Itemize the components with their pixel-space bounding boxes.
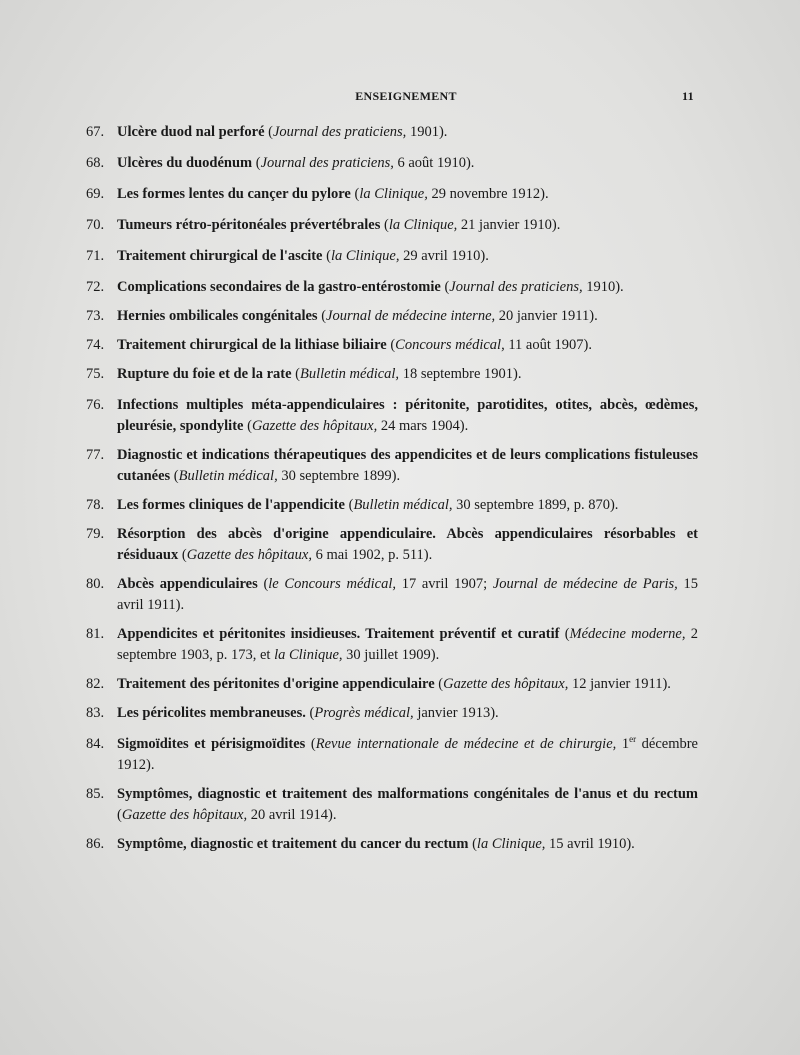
citation-detail: (	[178, 547, 187, 563]
entry-text	[86, 574, 698, 616]
entry-title: Symptôme, diagnostic et traitement du cancer du rectum	[117, 836, 469, 852]
citation-detail: 21 janvier 1910).	[457, 217, 561, 233]
journal-name: la Clinique,	[388, 217, 458, 233]
entry-number: 75.	[86, 366, 105, 382]
entry-title: Abcès appendiculaires	[117, 576, 258, 592]
entry-number: 85.	[86, 786, 105, 802]
journal-name: Revue internationale de médecine et de chirurgie,	[315, 736, 617, 752]
entry-text	[86, 215, 698, 236]
entry-number: 76.	[86, 397, 105, 413]
citation-detail: 15 avril 1911).	[117, 576, 698, 613]
citation-detail: (	[344, 497, 354, 513]
journal-name: Journal des praticiens,	[449, 279, 583, 295]
entry-title: Traitement chirurgical de la lithiase biliaire	[117, 337, 387, 353]
entry-text	[86, 524, 698, 566]
citation-detail: 20 janvier 1911).	[495, 308, 598, 324]
journal-name: Concours médical,	[395, 337, 505, 353]
entry-number: 82.	[86, 676, 105, 692]
entry-text	[86, 784, 698, 826]
journal-name: Bulletin médical,	[353, 497, 453, 513]
bibliography-entry	[86, 624, 698, 666]
entry-number: 81.	[86, 626, 105, 642]
journal-name: la Clinique,	[476, 836, 546, 852]
entry-text	[86, 734, 698, 776]
citation-detail: 29 novembre 1912).	[427, 186, 549, 202]
entry-title: Complications secondaires de la gastro-entérostomie	[117, 279, 441, 295]
citation-detail: 18 septembre 1901).	[399, 366, 522, 382]
citation-detail: (	[440, 279, 450, 295]
citation-detail: 6 mai 1902, p. 511).	[311, 547, 433, 563]
entry-title: Ulcères du duodénum	[117, 155, 253, 171]
citation-detail: 30 septembre 1899).	[277, 468, 401, 484]
citation-detail: (	[380, 217, 389, 233]
bibliography-entry	[86, 574, 698, 616]
entry-number: 78.	[86, 497, 105, 513]
bibliography-entry	[86, 246, 698, 267]
citation-detail: 15 avril 1910).	[545, 836, 635, 852]
bibliography-entry	[86, 395, 698, 437]
entry-text	[86, 364, 698, 385]
journal-name: Médecine moderne,	[569, 626, 686, 642]
entry-number: 77.	[86, 447, 105, 463]
citation-detail: 1901).	[406, 124, 448, 140]
bibliography-entry	[86, 834, 698, 855]
journal-name: Journal de médecine de Paris,	[492, 576, 678, 592]
entry-text	[86, 246, 698, 267]
ordinal-superscript: er	[629, 734, 637, 745]
citation-detail: (	[317, 308, 327, 324]
entry-text	[86, 306, 698, 327]
journal-name: Gazette des hôpitaux,	[251, 418, 378, 434]
entry-title: Diagnostic et indications thérapeutiques des appendicites et de leurs complications fistuleuses cutanées	[117, 447, 698, 484]
bibliography-entry	[86, 524, 698, 566]
entry-text	[86, 624, 698, 666]
citation-detail: (	[252, 155, 261, 171]
citation-detail: (	[386, 337, 396, 353]
entry-title: Sigmoïdites et périsigmoïdites	[117, 736, 306, 752]
citation-detail: (	[264, 124, 273, 140]
page-number: 11	[682, 89, 694, 103]
entry-text	[86, 335, 698, 356]
entry-number: 72.	[86, 279, 105, 295]
citation-detail: 6 août 1910).	[393, 155, 475, 171]
bibliography-entry	[86, 734, 698, 776]
entry-title: Symptômes, diagnostic et traitement des malformations congénitales de l'anus et du rectum	[117, 786, 698, 802]
entry-title: Traitement chirurgical de l'ascite	[117, 248, 323, 264]
entry-title: Infections multiples méta-appendiculaires : péritonite, parotidites, otites, abcès, œdèmes, pleurésie, spondylite	[117, 397, 698, 434]
citation-detail: (	[322, 248, 331, 264]
entry-text	[86, 122, 698, 143]
journal-name: Bulletin médical,	[178, 468, 278, 484]
entry-title: Ulcère duod nal perforé	[117, 124, 265, 140]
citation-detail: (	[291, 366, 300, 382]
bibliography-entry	[86, 122, 698, 143]
citation-detail: 29 avril 1910).	[399, 248, 489, 264]
citation-detail: (	[434, 676, 444, 692]
citation-detail: (	[305, 705, 315, 721]
bibliography-entry	[86, 277, 698, 298]
bibliography-entry	[86, 306, 698, 327]
entry-number: 83.	[86, 705, 105, 721]
entry-number: 86.	[86, 836, 105, 852]
citation-detail: janvier 1913).	[413, 705, 499, 721]
citation-detail: 2 septembre 1903, p. 173, et	[117, 626, 698, 663]
journal-name: Bulletin médical,	[300, 366, 400, 382]
entry-text	[86, 277, 698, 298]
citation-detail: (	[257, 576, 269, 592]
entry-number: 67.	[86, 124, 105, 140]
journal-name: Journal des praticiens,	[273, 124, 407, 140]
journal-name: le Concours médical,	[268, 576, 397, 592]
entry-number: 80.	[86, 576, 105, 592]
entry-text	[86, 495, 698, 516]
entry-title: Les péricolites membraneuses.	[117, 705, 306, 721]
citation-detail: (	[243, 418, 252, 434]
bibliography-entry	[86, 784, 698, 826]
entry-title: Les formes lentes du cançer du pylore	[117, 186, 351, 202]
bibliography-entry	[86, 153, 698, 174]
bibliography-entry	[86, 335, 698, 356]
citation-detail: (	[350, 186, 360, 202]
journal-name: Gazette des hôpitaux,	[443, 676, 569, 692]
entry-title: Les formes cliniques de l'appendicite	[117, 497, 345, 513]
bibliography-list	[86, 122, 698, 855]
bibliography-entry	[86, 703, 698, 724]
citation-detail: (	[305, 736, 316, 752]
journal-name: Journal de médecine interne,	[326, 308, 496, 324]
entry-text	[86, 674, 698, 695]
citation-detail: (	[559, 626, 570, 642]
entry-text	[86, 834, 698, 855]
entry-number: 71.	[86, 248, 105, 264]
bibliography-entry	[86, 215, 698, 236]
bibliography-entry	[86, 184, 698, 205]
entry-number: 70.	[86, 217, 105, 233]
citation-detail: 20 avril 1914).	[247, 807, 337, 823]
entry-title: Hernies ombilicales congénitales	[117, 308, 318, 324]
entry-title: Appendicites et péritonites insidieuses. Traitement préventif et curatif	[117, 626, 560, 642]
entry-number: 74.	[86, 337, 105, 353]
entry-text	[86, 445, 698, 487]
journal-name: Gazette des hôpitaux,	[121, 807, 248, 823]
citation-detail: (	[117, 807, 122, 823]
citation-detail: décembre 1912).	[117, 736, 698, 773]
citation-detail: 12 janvier 1911).	[568, 676, 671, 692]
journal-name: la Clinique,	[330, 248, 400, 264]
journal-name: Gazette des hôpitaux,	[186, 547, 312, 563]
journal-name: Progrès médical,	[314, 705, 414, 721]
entry-number: 84.	[86, 736, 105, 752]
entry-title: Traitement des péritonites d'origine appendiculaire	[117, 676, 435, 692]
journal-name: la Clinique,	[359, 186, 428, 202]
running-title: ENSEIGNEMENT	[355, 89, 457, 103]
citation-detail: 30 juillet 1909).	[342, 647, 440, 663]
journal-name: Journal des praticiens,	[260, 155, 394, 171]
citation-detail: 1910).	[582, 279, 624, 295]
journal-name: la Clinique,	[274, 647, 343, 663]
citation-detail: 11 août 1907).	[504, 337, 592, 353]
citation-detail: (	[170, 468, 179, 484]
entry-number: 79.	[86, 526, 105, 542]
bibliography-entry	[86, 674, 698, 695]
citation-detail: 17 avril 1907;	[396, 576, 493, 592]
citation-detail: 30 septembre 1899, p. 870).	[452, 497, 619, 513]
citation-detail: 24 mars 1904).	[377, 418, 469, 434]
bibliography-entry	[86, 495, 698, 516]
entry-title: Tumeurs rétro-péritonéales prévertébrales	[117, 217, 381, 233]
entry-number: 68.	[86, 155, 105, 171]
entry-text	[86, 703, 698, 724]
entry-title: Rupture du foie et de la rate	[117, 366, 292, 382]
entry-text	[86, 395, 698, 437]
entry-number: 69.	[86, 186, 105, 202]
bibliography-entry	[86, 445, 698, 487]
entry-number: 73.	[86, 308, 105, 324]
citation-detail: 1	[616, 736, 630, 752]
bibliography-entry	[86, 364, 698, 385]
citation-detail: (	[468, 836, 477, 852]
entry-text	[86, 184, 698, 205]
entry-title: Résorption des abcès d'origine appendiculaire. Abcès appendiculaires résorbables et résiduaux	[117, 526, 698, 563]
entry-text	[86, 153, 698, 174]
